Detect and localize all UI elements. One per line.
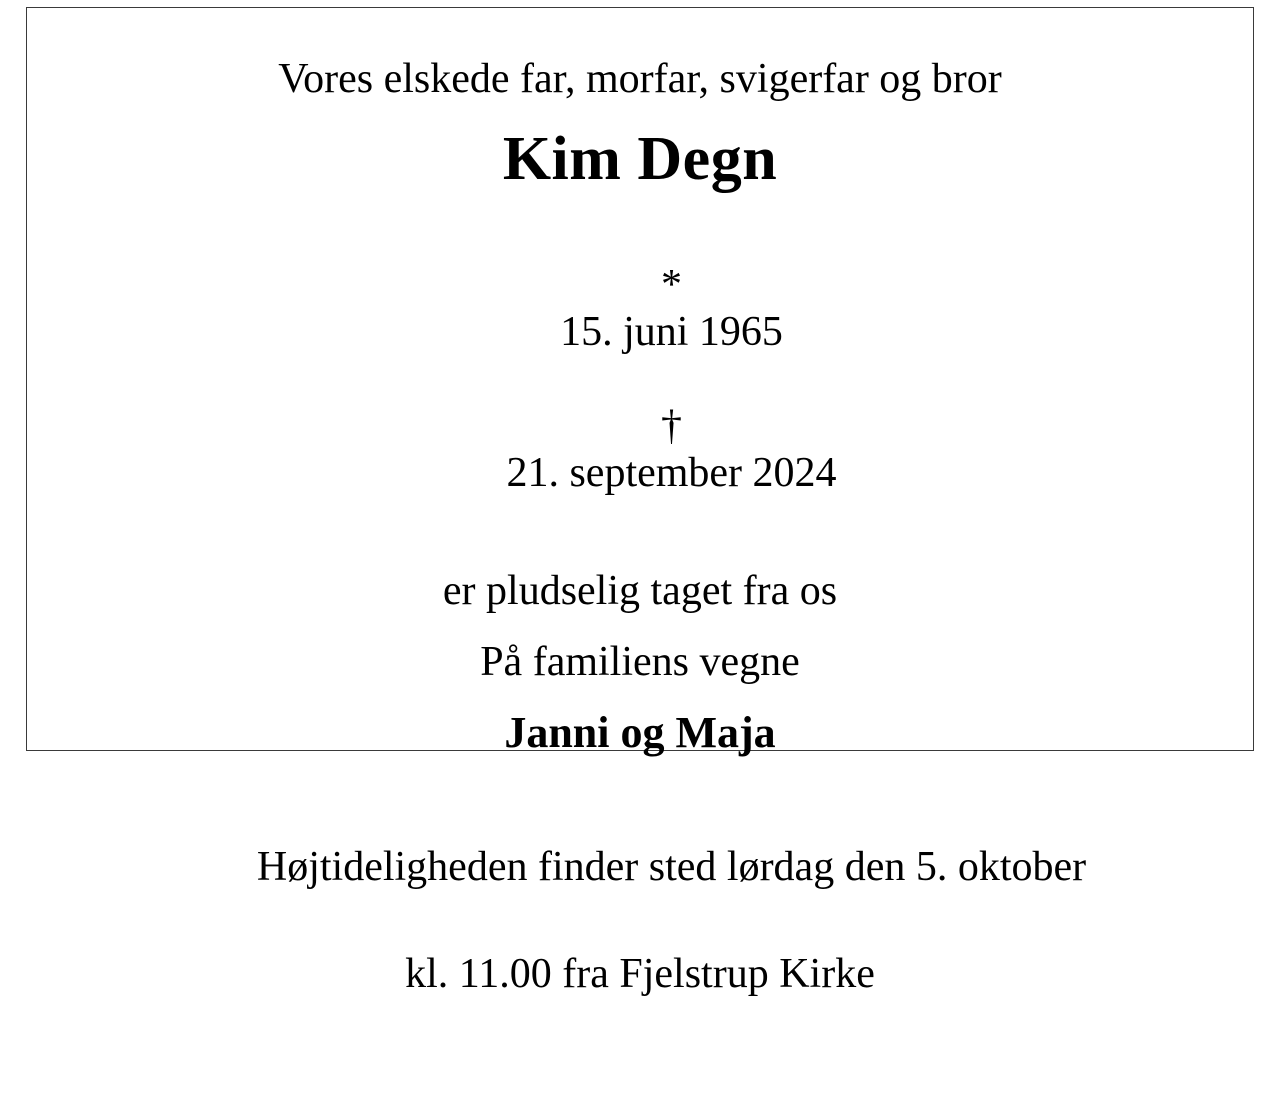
- ceremony-line-2: kl. 11.00 fra Fjelstrup Kirke: [405, 951, 875, 998]
- birth-symbol: *: [661, 261, 682, 308]
- obituary-content: [27, 8, 1253, 998]
- obituary-card: [26, 7, 1254, 998]
- life-dates: [443, 214, 836, 543]
- death-symbol: †: [661, 402, 682, 449]
- birth-date: 15. juni 1965: [560, 308, 783, 355]
- deceased-name: Kim Degn: [502, 125, 778, 194]
- death-date: 21. september 2024: [506, 449, 837, 496]
- relationship-intro: Vores elskede far, morfar, svigerfar og bror: [278, 56, 1002, 102]
- passing-message: er pludselig taget fra os: [442, 567, 838, 614]
- family-signature: Janni og Maja: [504, 707, 776, 757]
- ceremony-line-1: Højtideligheden finder sted lørdag den 5. oktober: [256, 843, 1087, 890]
- ceremony-details: [194, 787, 1086, 1110]
- on-behalf-of-family: På familiens vegne: [480, 638, 800, 685]
